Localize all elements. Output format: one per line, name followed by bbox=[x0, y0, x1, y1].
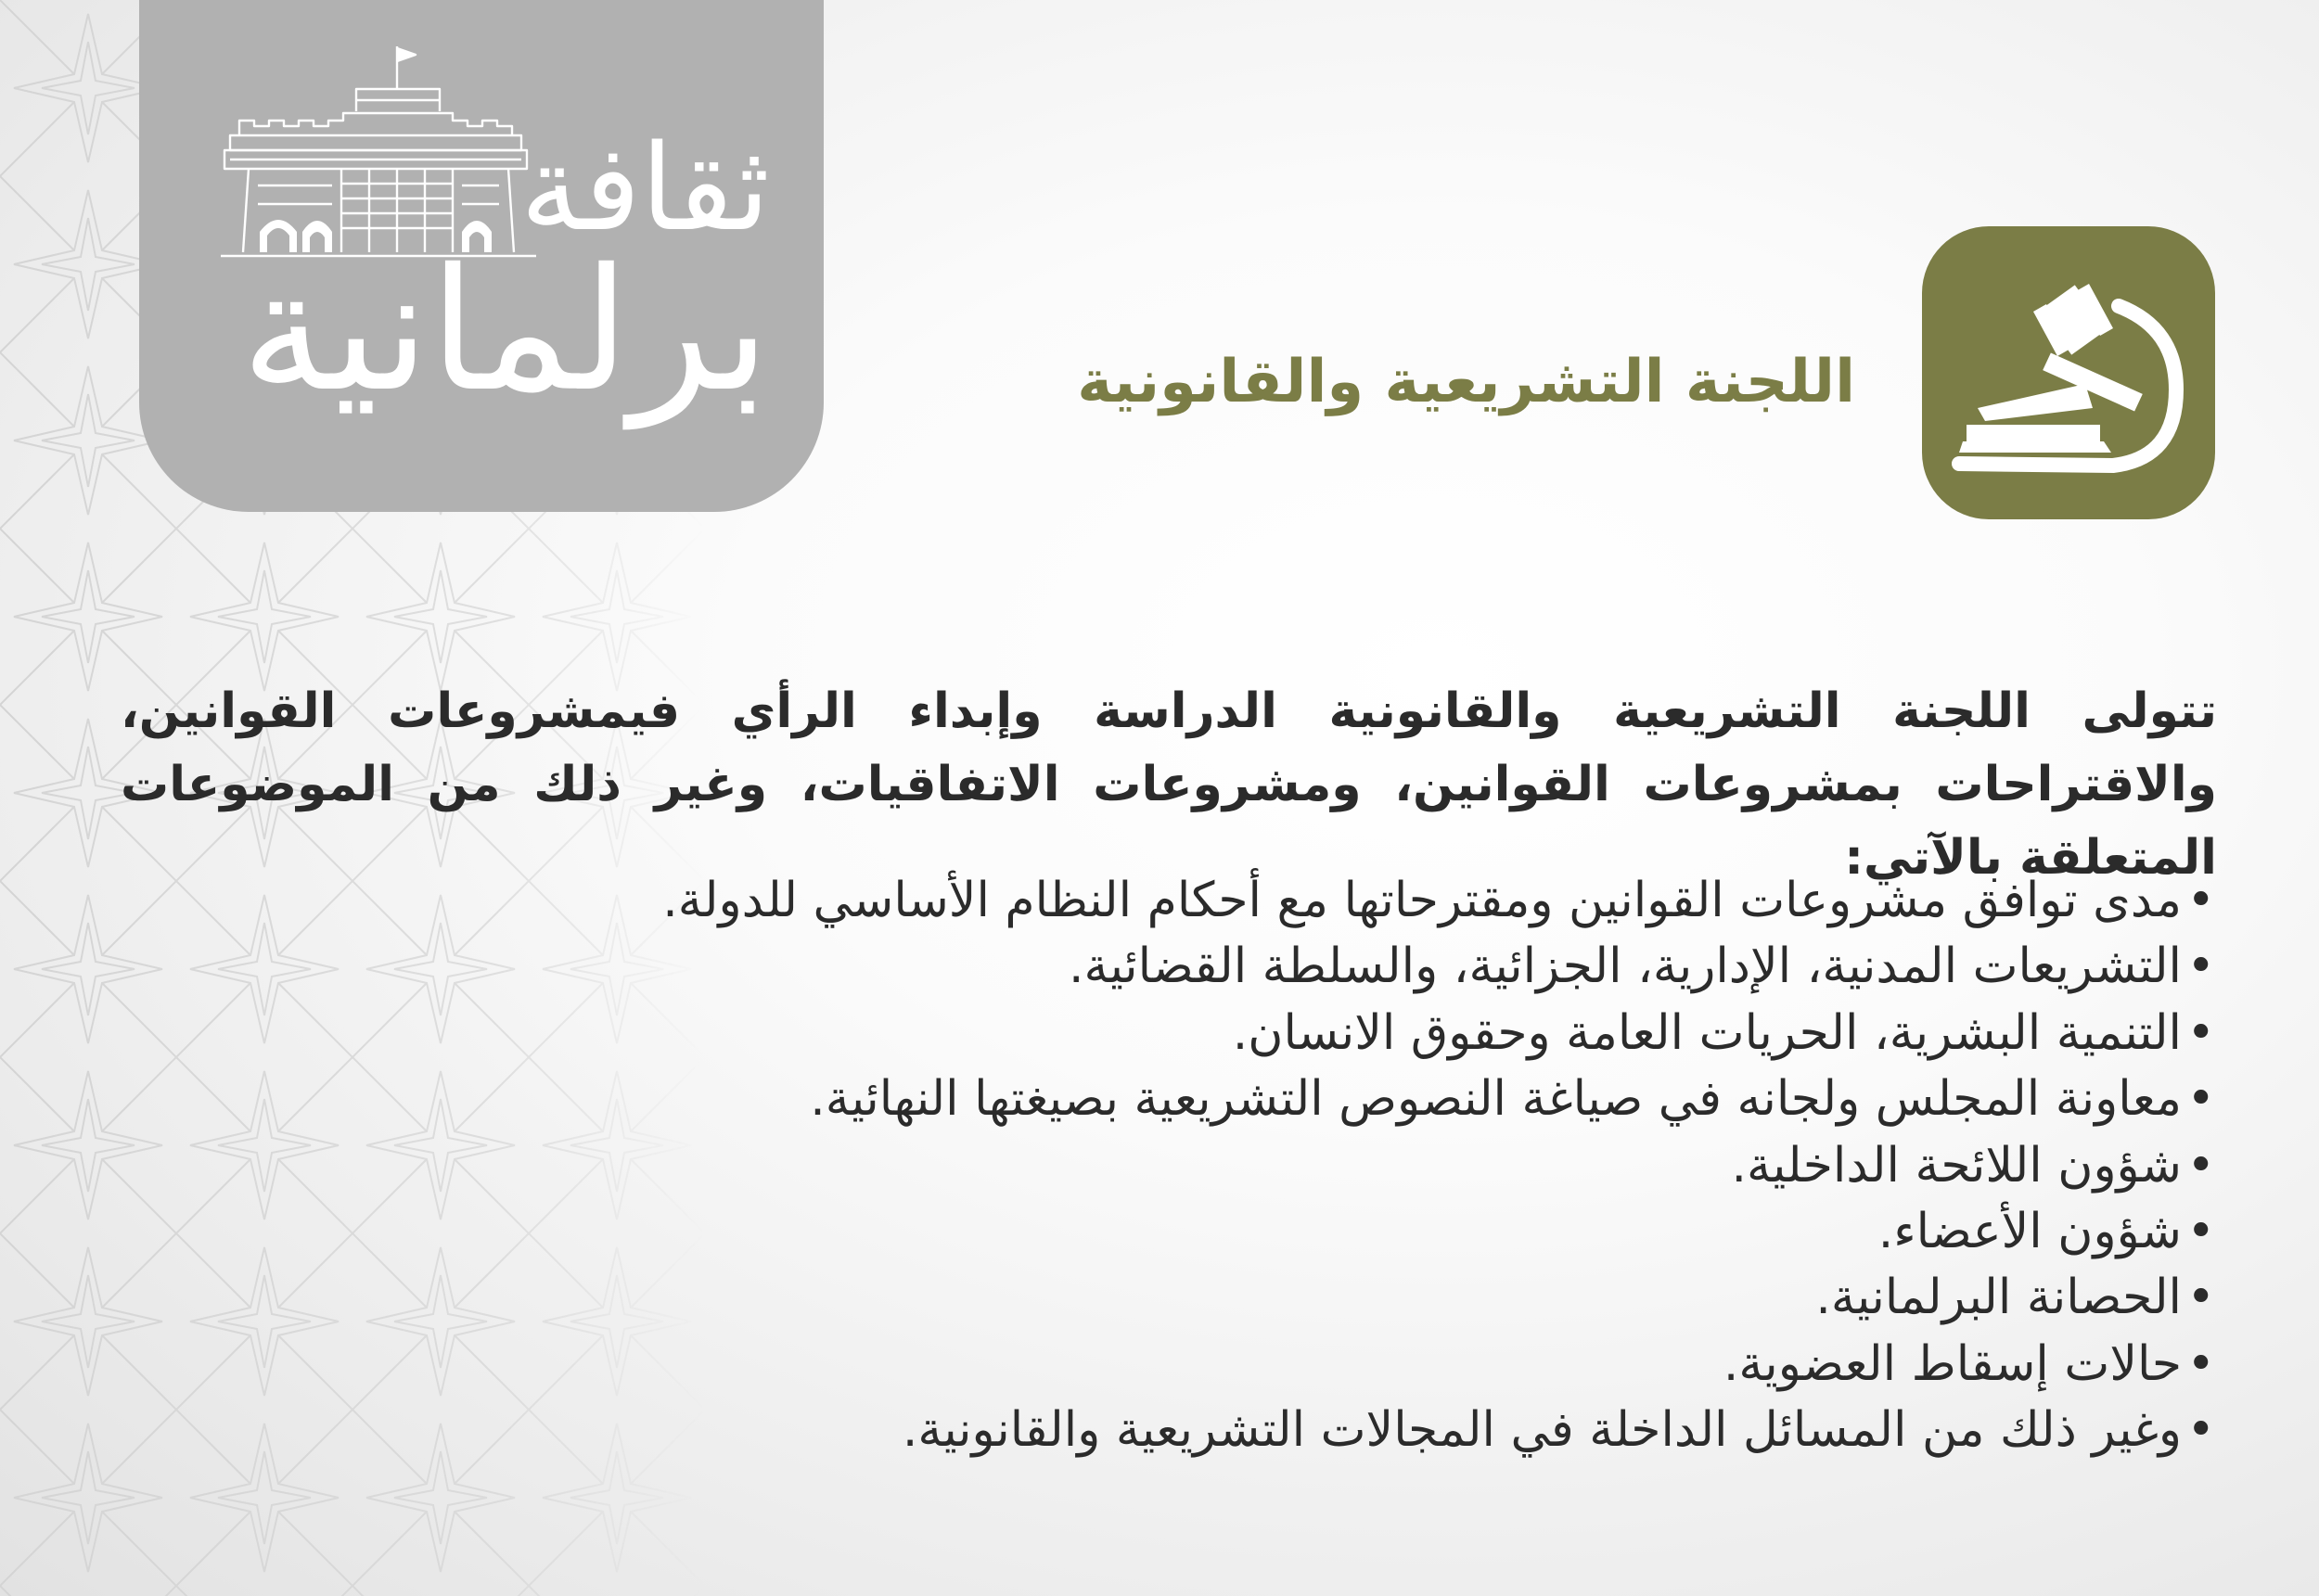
list-item bbox=[662, 1332, 2215, 1398]
list-item bbox=[662, 868, 2215, 934]
list-item-text: شؤون الأعضاء. bbox=[1877, 1204, 2182, 1260]
bullet: • bbox=[2186, 873, 2215, 928]
bullet: • bbox=[2186, 1335, 2215, 1392]
intro-paragraph: تتولى اللجنة التشريعية والقانونية الدراسة وإبداء الرأي فيمشروعات القوانين، والاقتراحات بمشروعات القوانين، ومشروعات الاتفاقيات، وغير ذلك من الموضوعات المتعلقة بالآتي: bbox=[121, 683, 2217, 886]
committee-icon-tile bbox=[1922, 226, 2215, 519]
list-item-text: التنمية البشرية، الحريات العامة وحقوق الانسان. bbox=[1232, 1004, 2182, 1061]
list-item bbox=[662, 1398, 2215, 1463]
list-item-text: وغير ذلك من المسائل الداخلة في المجالات التشريعية والقانونية. bbox=[902, 1402, 2182, 1459]
list-item-text: التشريعات المدنية، الإدارية، الجزائية، والسلطة القضائية. bbox=[1069, 938, 2182, 995]
list-item bbox=[662, 934, 2215, 1000]
list-item-text: شؤون اللائحة الداخلية. bbox=[1731, 1137, 2182, 1194]
logo-panel bbox=[139, 0, 824, 512]
logo-title-line1: ثقافة bbox=[519, 120, 770, 258]
gavel-icon bbox=[1922, 226, 2215, 519]
list-item bbox=[662, 1199, 2215, 1265]
list-item-text: الحصانة البرلمانية. bbox=[1815, 1270, 2182, 1326]
bullet: • bbox=[2186, 1071, 2215, 1128]
bullet: • bbox=[2186, 1137, 2215, 1194]
list-item-text: مدى توافق مشروعات القوانين ومقترحاتها مع أحكام النظام الأساسي للدولة. bbox=[662, 873, 2182, 928]
fort-tower-icon bbox=[202, 46, 555, 260]
list-item bbox=[662, 1066, 2215, 1132]
bullet: • bbox=[2186, 1402, 2215, 1459]
bullet: • bbox=[2186, 1204, 2215, 1260]
bullet: • bbox=[2186, 1270, 2215, 1326]
logo-title-line2: برلمانية bbox=[240, 232, 770, 428]
bullet: • bbox=[2186, 938, 2215, 995]
list-item-text: معاونة المجلس ولجانه في صياغة النصوص التشريعية بصيغتها النهائية. bbox=[810, 1071, 2182, 1128]
list-item bbox=[662, 1133, 2215, 1199]
topics-list bbox=[662, 868, 2215, 1464]
list-item-text: حالات إسقاط العضوية. bbox=[1723, 1335, 2182, 1392]
list-item bbox=[662, 1001, 2215, 1066]
bullet: • bbox=[2186, 1004, 2215, 1061]
list-item bbox=[662, 1265, 2215, 1331]
committee-title: اللجنة التشريعية والقانونية bbox=[1077, 348, 1855, 416]
